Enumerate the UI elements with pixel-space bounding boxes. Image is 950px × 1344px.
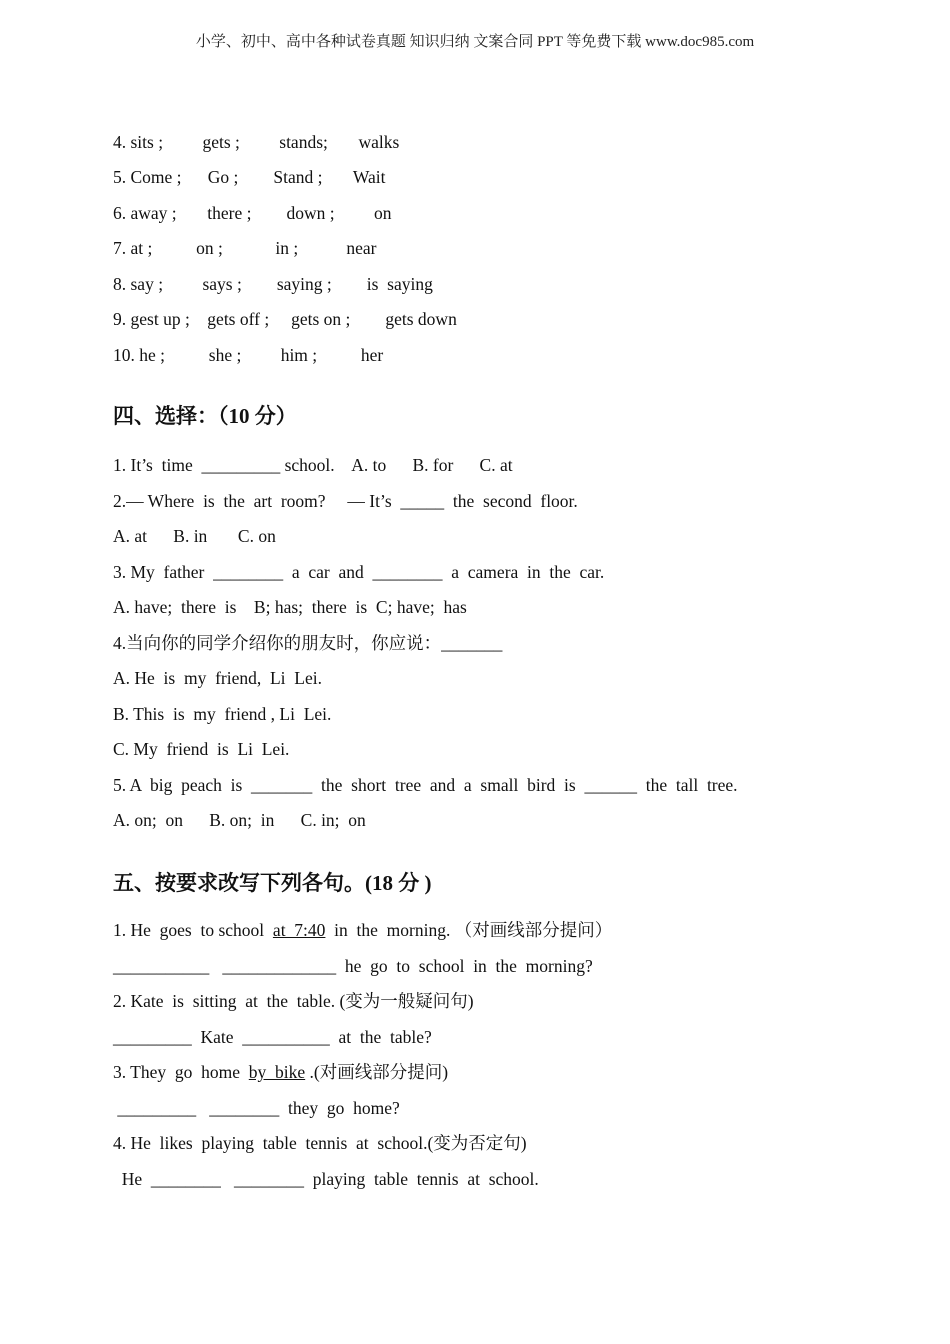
choice-line: B. This is my friend , Li Lei. — [113, 704, 332, 724]
option-line: 7. at ; on ; in ; near — [113, 238, 377, 258]
answer-line: ___________ _____________ he go to school in the morning? — [113, 956, 593, 976]
question-text: 1. He goes to school — [113, 920, 273, 940]
option-line: 10. he ; she ; him ; her — [113, 345, 384, 365]
answer-line: He ________ ________ playing table tennis at school. — [113, 1169, 539, 1189]
option-line: 4. sits ; gets ; stands; walks — [113, 132, 400, 152]
underlined-phrase: by bike — [248, 1062, 306, 1082]
section-4-title: 四、选择：（10 分） — [113, 404, 297, 428]
question-line: 3. My father ________ a car and ________ a camera in the car. — [113, 562, 605, 582]
choice-line: C. My friend is Li Lei. — [113, 739, 290, 759]
question-text: .(对画线部分提问) — [305, 1062, 449, 1082]
choice-line: A. at B. in C. on — [113, 526, 276, 546]
question-line: 1. It’s time _________ school. A. to B. for C. at — [113, 455, 513, 475]
choice-line: A. He is my friend, Li Lei. — [113, 668, 322, 688]
option-line: 6. away ; there ; down ; on — [113, 203, 392, 223]
option-line: 9. gest up ; gets off ; gets on ; gets down — [113, 309, 457, 329]
choice-line: A. have; there is B; has; there is C; have; has — [113, 597, 467, 617]
question-text: 3. They go home — [113, 1062, 249, 1082]
underlined-phrase: at 7:40 — [272, 920, 326, 940]
question-text: in the morning. （对画线部分提问） — [325, 920, 613, 940]
question-line: 2.— Where is the art room? — It’s _____ the second floor. — [113, 491, 578, 511]
question-line: 5. A big peach is _______ the short tree and a small bird is ______ the tall tree. — [113, 775, 738, 795]
choice-line: A. on; on B. on; in C. in; on — [113, 810, 366, 830]
answer-line: _________ Kate __________ at the table? — [113, 1027, 432, 1047]
page-header: 小学、初中、高中各种试卷真题 知识归纳 文案合同 PPT 等免费下载 www.doc985.com — [195, 34, 755, 50]
question-line: 4.当向你的同学介绍你的朋友时，你应说：_______ — [113, 633, 503, 653]
question-line: 2. Kate is sitting at the table. (变为一般疑问句) — [113, 991, 474, 1011]
option-line: 5. Come ; Go ; Stand ; Wait — [113, 167, 386, 187]
question-line: 4. He likes playing table tennis at school.(变为否定句) — [113, 1133, 527, 1153]
section-5-title: 五、按要求改写下列各句。(18 分 ) — [113, 871, 432, 895]
option-line: 8. say ; says ; saying ; is saying — [113, 274, 433, 294]
question-line — [113, 919, 612, 941]
question-line — [113, 1061, 448, 1083]
answer-line: _________ ________ they go home? — [113, 1098, 400, 1118]
